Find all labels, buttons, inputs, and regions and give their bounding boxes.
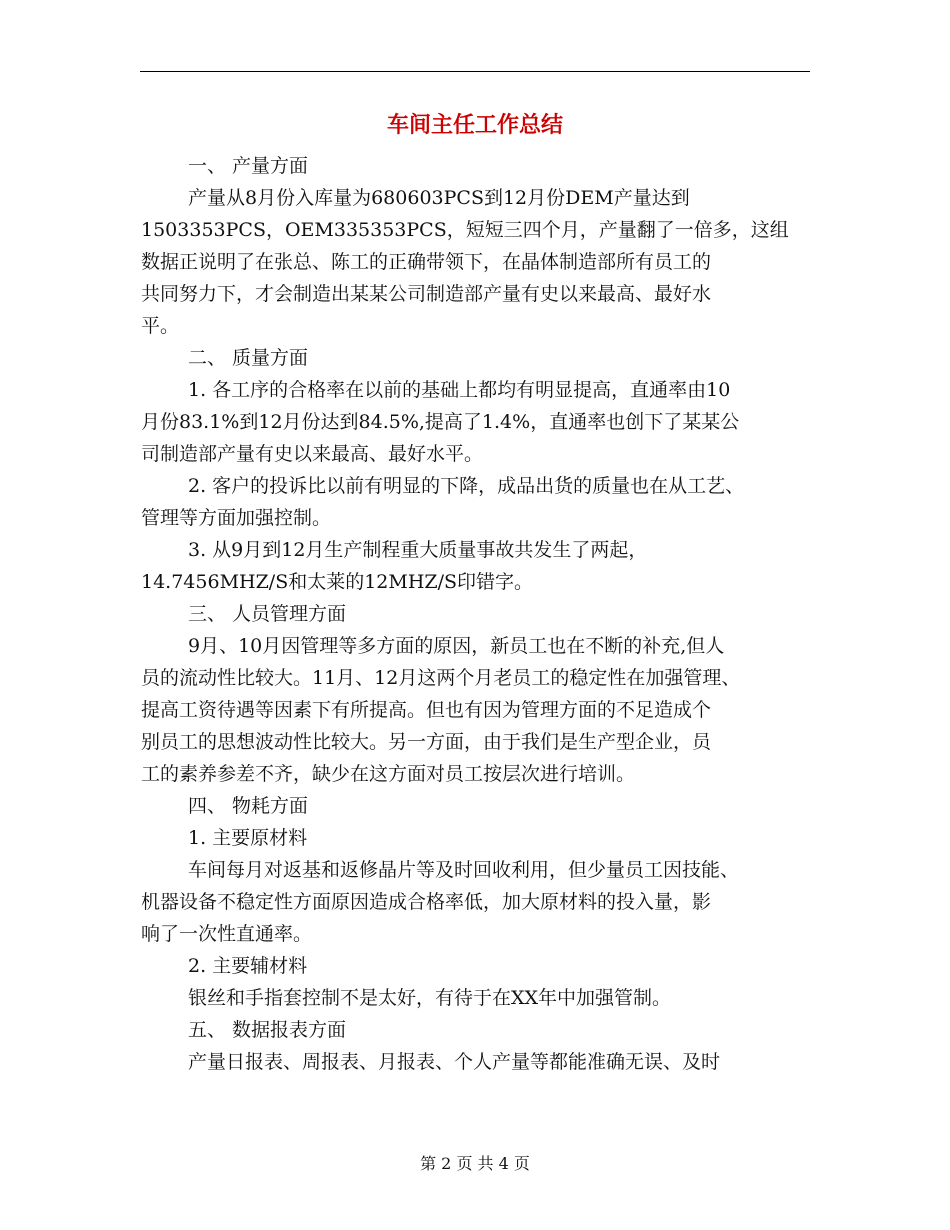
text-line: 数据正说明了在张总、陈工的正确带领下，在晶体制造部所有员工的 bbox=[141, 251, 712, 273]
text-line: 9月、10月因管理等多方面的原因，新员工也在不断的补充,但人 bbox=[188, 635, 725, 657]
text-line: 五、 数据报表方面 bbox=[188, 1019, 347, 1041]
text-line: 3. 从9月到12月生产制程重大质量事故共发生了两起， bbox=[188, 539, 648, 561]
text-line: 四、 物耗方面 bbox=[188, 795, 309, 817]
text-line: 司制造部产量有史以来最高、最好水平。 bbox=[141, 443, 484, 465]
page-footer: 第 2 页 共 4 页 bbox=[420, 1154, 530, 1173]
text-line: 1503353PCS，OEM335353PCS，短短三四个月，产量翻了一倍多，这组 bbox=[141, 219, 789, 241]
text-line: 产量日报表、周报表、月报表、个人产量等都能准确无误、及时 bbox=[188, 1051, 721, 1073]
text-line: 管理等方面加强控制。 bbox=[141, 507, 332, 529]
document-body bbox=[141, 150, 821, 1078]
text-line: 14.7456MHZ/S和太莱的12MHZ/S印错字。 bbox=[141, 571, 534, 593]
text-line: 别员工的思想波动性比较大。另一方面，由于我们是生产型企业，员 bbox=[141, 731, 712, 753]
text-line: 二、 质量方面 bbox=[188, 347, 309, 369]
text-line: 2. 主要辅材料 bbox=[188, 955, 308, 977]
text-line: 车间每月对返基和返修晶片等及时回收利用，但少量员工因技能、 bbox=[188, 859, 740, 881]
text-line: 共同努力下，才会制造出某某公司制造部产量有史以来最高、最好水 bbox=[141, 283, 712, 305]
text-line: 1. 各工序的合格率在以前的基础上都均有明显提高，直通率由10 bbox=[188, 379, 731, 401]
text-line: 银丝和手指套控制不是太好，有待于在XX年中加强管制。 bbox=[188, 987, 672, 1009]
text-line: 2. 客户的投诉比以前有明显的下降，成品出货的质量也在从工艺、 bbox=[188, 475, 745, 497]
text-line: 员的流动性比较大。11月、12月这两个月老员工的稳定性在加强管理、 bbox=[141, 667, 741, 689]
text-line: 机器设备不稳定性方面原因造成合格率低，加大原材料的投入量，影 bbox=[141, 891, 712, 913]
text-line: 响了一次性直通率。 bbox=[141, 923, 313, 945]
text-line: 1. 主要原材料 bbox=[188, 827, 308, 849]
text-line: 一、 产量方面 bbox=[188, 155, 309, 177]
text-line: 月份83.1%到12月份达到84.5%,提高了1.4%，直通率也创下了某某公 bbox=[141, 411, 740, 433]
text-line: 产量从8月份入库量为680603PCS到12月份DEM产量达到 bbox=[188, 187, 690, 209]
text-line: 平。 bbox=[141, 315, 180, 337]
text-line: 提高工资待遇等因素下有所提高。但也有因为管理方面的不足造成个 bbox=[141, 699, 712, 721]
header-rule bbox=[140, 71, 810, 72]
text-line: 工的素养参差不齐，缺少在这方面对员工按层次进行培训。 bbox=[141, 763, 636, 785]
text-line: 三、 人员管理方面 bbox=[188, 603, 347, 625]
document-title: 车间主任工作总结 bbox=[386, 113, 563, 138]
